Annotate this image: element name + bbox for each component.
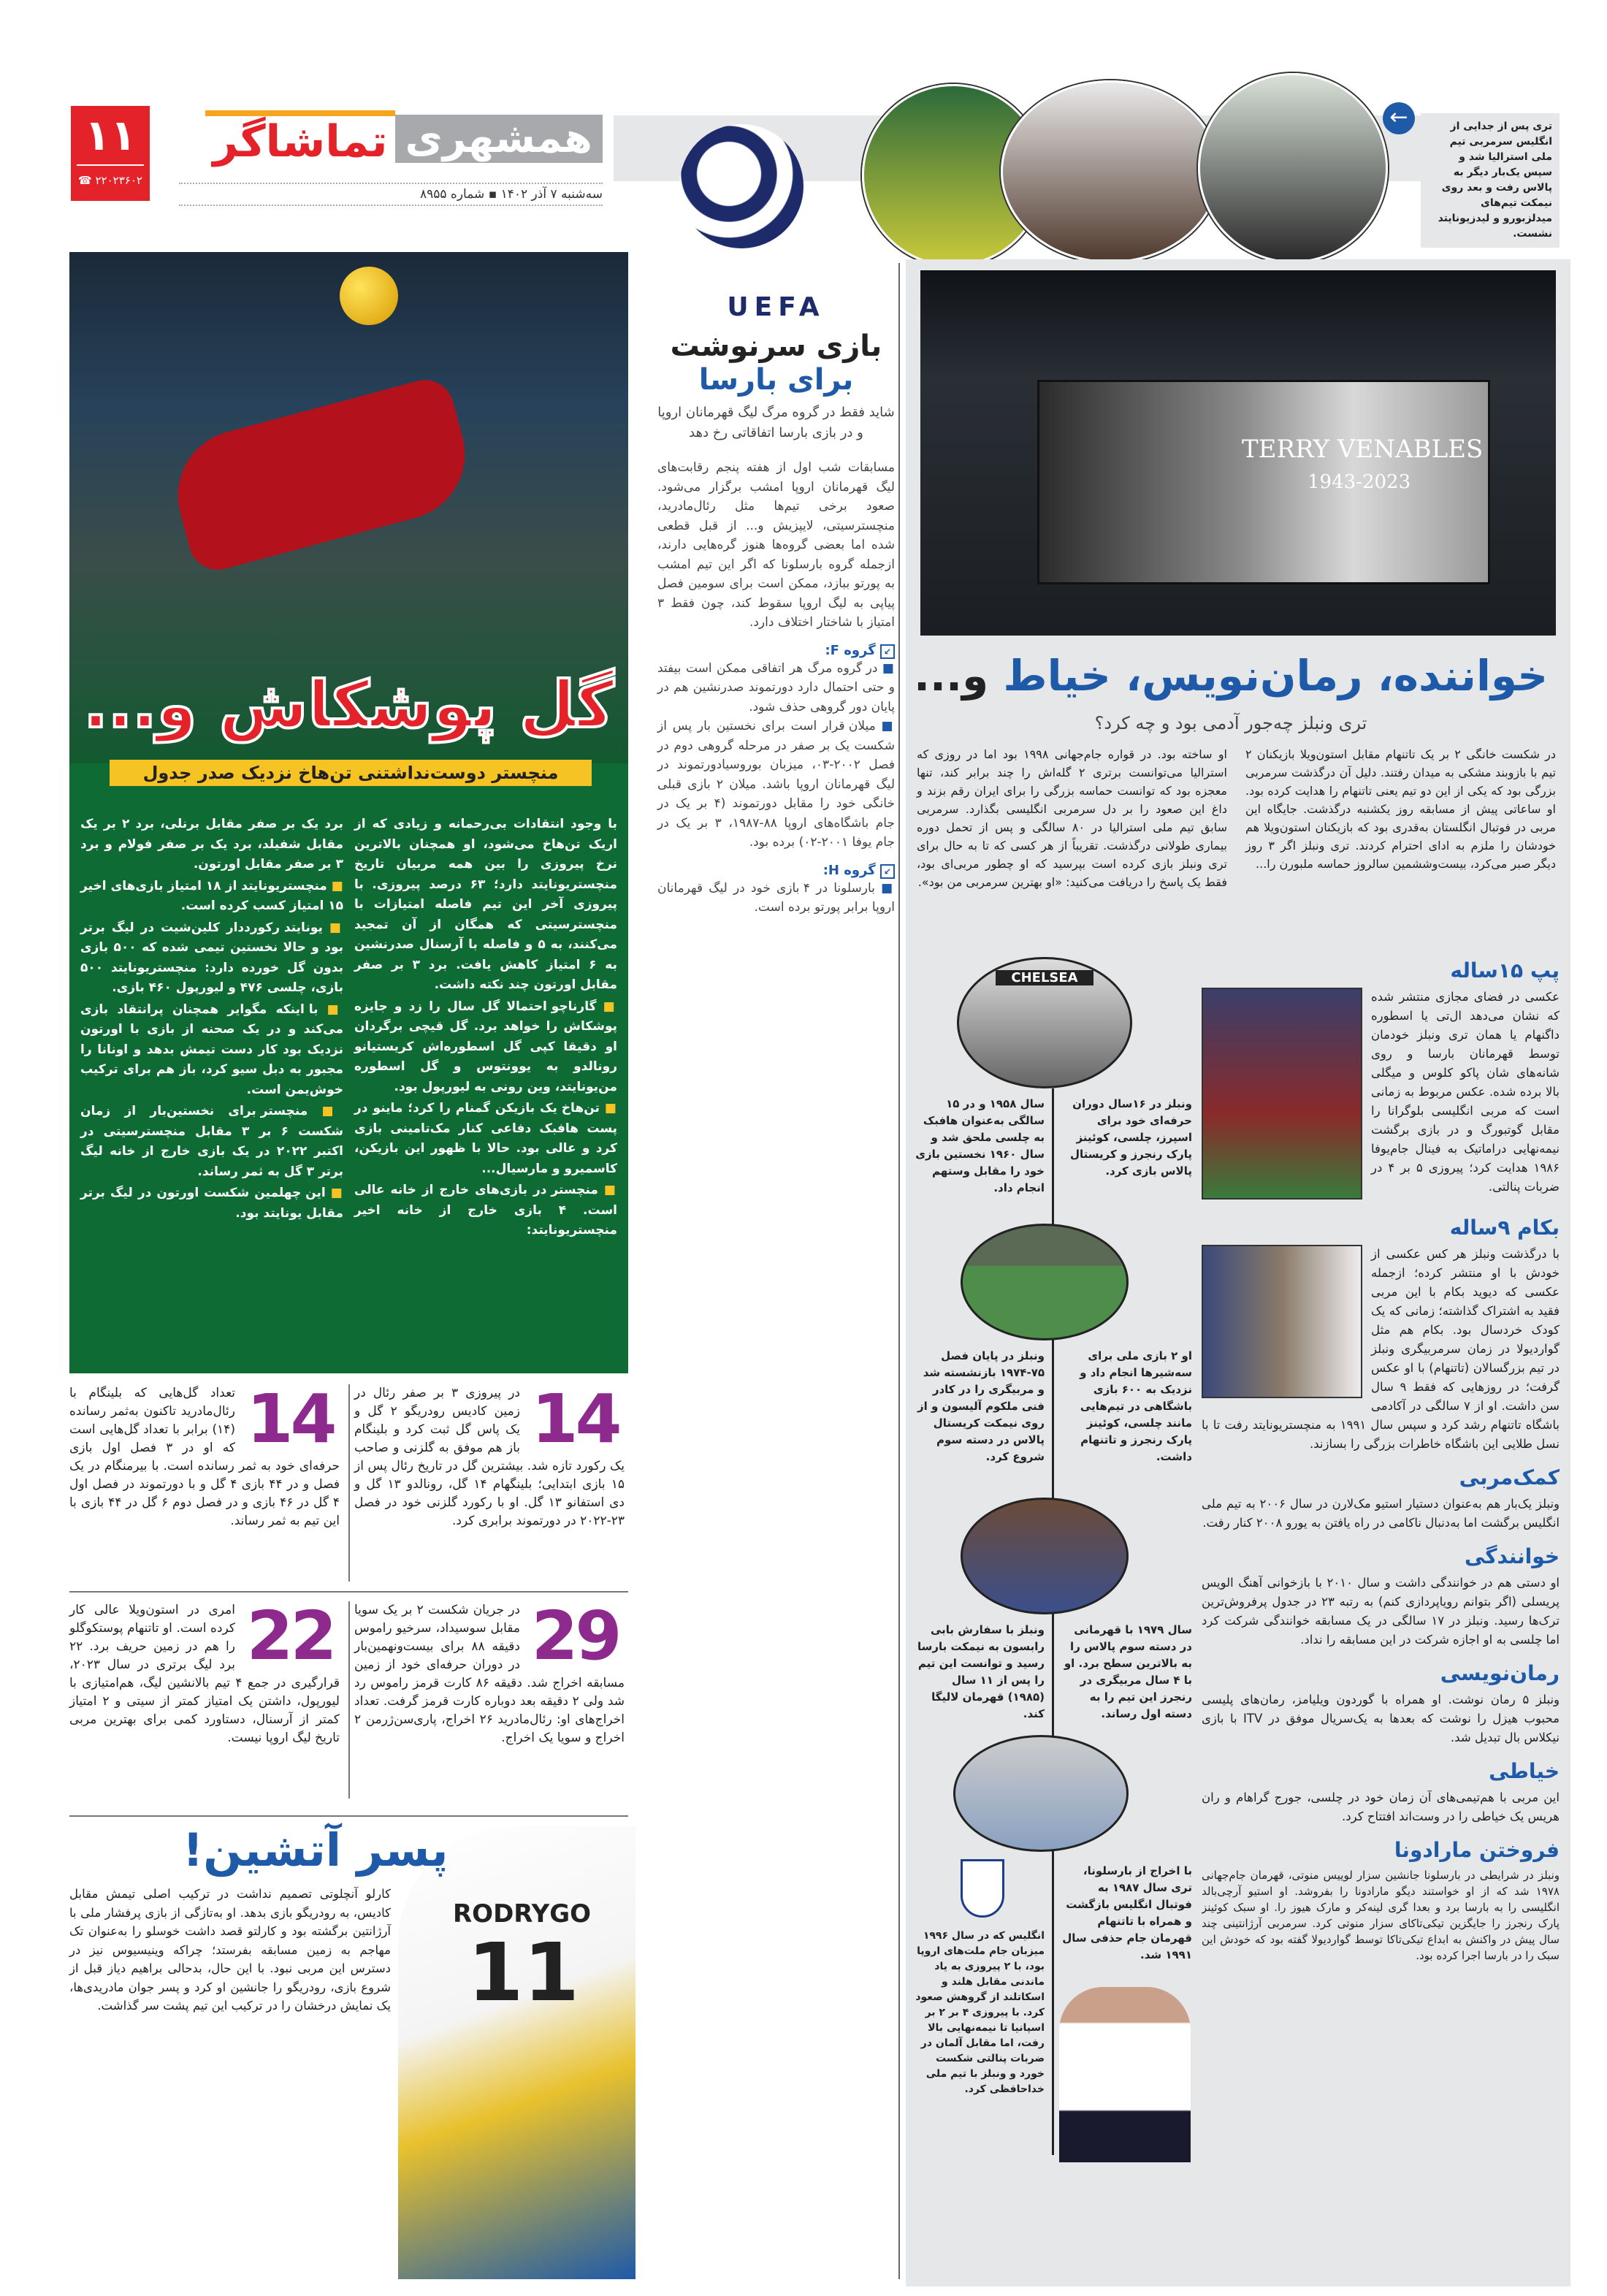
venables-column-right: در شکست خانگی ۲ بر یک تاتنهام مقابل استون‌ویلا بازیکنان ۲ تیم با بازوبند مشکی به میدان رفتند. دلیل آن درگذشت سرمربی بزرگی بود که یکی از این دو تیم یعنی تاتنهام را هدایت کرده بود. او ساعاتی پیش از مسابقه روز یکشنبه درگذشت. جایگاه این مربی در فوتبال انگلستان به‌قدری بود که بازیکنان استون‌ویلا هم خودشان را ملزم به ادای احترام کردند. تری ونبلز اگر ۳ روز دیگر صبر می‌کرد، بیست‌وششمین سالروز حماسه ملبورن را... [1245, 747, 1557, 871]
barcelona-press-photo [961, 1498, 1129, 1614]
paragraph: برد یک بر صفر مقابل برنلی، برد ۲ بر یک مقابل شفیلد، برد یک بر صفر فولام و برد ۳ بر صفر مقابل اورتون. [80, 817, 344, 872]
bullet-item: ■ این چهلمین شکست اورتون در لیگ برتر مقابل یونایتد بود. [80, 1183, 343, 1224]
barsa-article [657, 292, 895, 918]
stat-text: در پیروزی ۳ بر صفر رئال در زمین کادیس رودریگو ۲ گل و یک پاس گل ثبت کرد و بلینگام باز هم موفق به گلزنی و صاحب یک رکورد تازه شد. بیشترین گل در تاریخ رئال پس از ۱۵ بازی ابتدایی؛ بلینگهام ۱۴ گل، رونالدو ۱۳ گل و دی استفانو ۱۳ گل. او با رکورد گلزنی خود در فصل ۲۳-۲۰۲۲ در دورتموند برابری کرد. [354, 1386, 625, 1528]
divider [348, 1601, 350, 1799]
section-title: خوانندگی [1464, 1544, 1560, 1568]
champions-league-starball-icon [679, 124, 804, 248]
section-title: کمک‌مربی [1459, 1465, 1560, 1490]
timeline-caption: انگلیس که در سال ۱۹۹۶ میزبان جام ملت‌های اروپا بود، با ۲ پیروزی به یاد ماندنی مقابل هلند و اسکاتلند از گروهش صعود کرد. با پیروزی ۴ بر ۲ بر اسپانیا تا نیمه‌نهایی بالا رفت، اما مقابل آلمان در ضربات پنالتی شکست خورد و ونبلز با تیم ملی خداحافظی کرد. [915, 1930, 1045, 2095]
bullet-item: ■ منچستر برای نخستین‌بار از زمان شکست ۶ بر ۳ مقابل منچسترسیتی در اکتبر ۲۰۲۲ در یک بازی خارج از خانه لیگ برتر ۳ گل به ثمر رساند. [80, 1102, 343, 1182]
section-assistant [1202, 1464, 1560, 1533]
section-title: خیاطی [1489, 1759, 1560, 1783]
group-label: گروه F: [825, 642, 876, 658]
bullet-item: ■ با اینکه مگوایر همچنان پرانتقاد بازی می‌کند و در یک صحنه از بازی با اورتون نزدیک بود کار دست تیمش بدهد و اونانا را مجبور به دبل سیو کرد، باز هم برای ترکیب خوش‌یمن است. [80, 1000, 343, 1101]
group-f-heading [657, 643, 895, 659]
beckham-photo [1202, 1245, 1362, 1398]
section-singing [1202, 1543, 1560, 1649]
bullet-item: ■ تن‌هاخ یک بازیکن گمنام را کرد؛ ماینو در پست هافبک دفاعی کنار مک‌تامینی بازی کرد و عالی بود. حالا با ظهور این بازیکن، کاسمیرو و مارسیال... [354, 1099, 617, 1179]
barsa-title-line1: بازی سرنوشت [670, 329, 882, 363]
timeline-caption: ونبلز با سفارش بابی رابسون به نیمکت بارسا رسید و توانست این تیم را پس از ۱۱ سال (۱۹۸۵) قهرمان لالیگا کند. [917, 1623, 1045, 1720]
bullet-item: ■ گارناچو احتمالا گل سال را زد و جایزه پوشکاش را خواهد برد. گل قیچی برگردان او دقیقا کپی گل اسطوره‌اش کریستیانو رونالدو به یوونتوس و گل اسطوره من‌یونایتد، وین رونی به لیورپول بود. [354, 997, 617, 1098]
chelsea-hat-text: CHELSEA [996, 970, 1093, 985]
logo-main: همشهری [395, 115, 603, 163]
column-rule [898, 263, 900, 2279]
page-number-box [71, 106, 150, 201]
dateline: سه‌شنبه ۷ آذر ۱۴۰۲ ▪ شماره ۸۹۵۵ [179, 183, 603, 206]
united-column-left [80, 815, 343, 1225]
rodrygo-photo [398, 1826, 635, 2279]
timeline-caption: سال ۱۹۷۹ با قهرمانی در دسته سوم پالاس را به بالاترین سطح برد. او با ۴ سال مربیگری در رنجرز این تیم را به دسته اول رساند. [1064, 1623, 1192, 1720]
united-headline: گل پوشکاش و... [83, 667, 614, 742]
section-title: رمان‌نویسی [1440, 1661, 1560, 1685]
stat-number: 14 [531, 1380, 619, 1458]
stat-box [69, 1380, 340, 1530]
section-title: پپ ۱۵ساله [1450, 958, 1560, 983]
uefa-logo: UEFA [727, 292, 825, 322]
top-caption: تری پس از جدایی از انگلیس سرمربی تیم ملی استرالیا شد و سپس یک‌بار دیگر به پالاس رفت و بعد روی نیمکت تیم‌های میدلزبورو و لیدزیونایتد نشست. [1421, 113, 1560, 248]
venables-column-left: او ساخته بود. در قواره جام‌جهانی ۱۹۹۸ بود اما در روزی که استرالیا می‌توانست برتری ۲ گله‌اش را چند برابر کند، تنها معجزه بود که توانست حماسه بزرگی را برای ایران رقم بزند و داغ این صعود را بر دل سرمربی انگلیسی بگذارد. سرمربی سابق تیم ملی استرالیا در ۸۰ سالگی و پس از تحمل دوره بیماری طولانی درگذشت. تقریباً از هر کسی که تا به حال برای تری ونبلز بازی کرده است بپرسید که او چطور مربی‌ای بود، فقط یک پاسخ را دریافت می‌کنید: «او بهترین سرمربی من بود». [917, 747, 1227, 889]
barca-celebration-photo [1202, 988, 1362, 1200]
section-text: ونبلز یک‌بار هم به‌عنوان دستیار استیو مک‌لارن در سال ۲۰۰۶ به تیم ملی انگلیس برگشت اما به‌دنبال ناکامی در راه یافتن به یورو ۲۰۰۸ کنار رفت. [1202, 1497, 1560, 1530]
stat-text: امری در استون‌ویلا عالی کار کرده است. او تاتنهام پوستکوگلو را هم در زمین حریف برد. ۲۲ برد لیگ برتری در سال ۲۰۲۳، قرارگیری در جمع ۴ تیم بالانشین لیگ، هم‌امتیازی با لیورپول، داشتن یک امتیاز کمتر از سیتی و ۲ امتیاز کمتر از آرسنال، دستاورد کمی برای بهترین مربی تاریخ لیگ اروپا نیست. [69, 1603, 340, 1745]
section-novels [1202, 1660, 1560, 1747]
bullet-item: ■ منچستر در بازی‌های خارج از خانه عالی است. ۴ بازی خارج از خانه اخیر منچستریونایتد: [354, 1181, 617, 1241]
section-pep [1202, 957, 1560, 1204]
england-crest-icon [961, 1859, 1004, 1918]
headline-part: خواننده، رمان‌نویس، خیاط [1003, 651, 1549, 701]
section-tailoring [1202, 1758, 1560, 1826]
headline-part: و... [913, 651, 1004, 701]
section-text: عکسی در فضای مجازی منتشر شده که نشان می‌دهد ال‌تی یا اسطوره داگنهام یا همان تری ونبلز خودمان توسط قهرمانان بارسا و روی شانه‌های شان پاکو کلوس و میگلی بالا برده شده. عکس مربوط به زمانی است که مربی انگلیسی بلوگرانا را مقابل گوتبورگ و در بازی برگشت نیمه‌نهایی دراماتیک به فینال جام‌یوفا ۱۹۸۶ هدایت کرد؛ پیروزی ۵ بر ۴ در ضربات پنالتی. [1371, 990, 1560, 1194]
venables-headline [906, 647, 1556, 705]
rodrigo-headline: پسر آتشین! [183, 1823, 448, 1877]
venables-sections [1202, 957, 1560, 1974]
stat-number: 22 [246, 1597, 335, 1675]
section-title: فروختن مارادونا [1394, 1838, 1560, 1862]
timeline-caption: او ۲ بازی ملی برای سه‌شیرها انجام داد و نزدیک به ۶۰۰ بازی باشگاهی در تیم‌هایی مانند چلسی، کوئینز پارک رنجرز و تاتنهام داشت. [1080, 1349, 1192, 1463]
phone-icon: ☎ [78, 174, 92, 187]
timeline-caption: ونبلز در ۱۶سال دوران حرفه‌ای خود برای اسپرز، چلسی، کوئینز پارک رنجرز و کریستال پالاس بازی کرد. [1069, 1097, 1192, 1178]
phone-number: ۲۲۰۲۳۶۰۲ [95, 174, 142, 187]
stadium-screen [1037, 380, 1490, 584]
jersey-name: RODRYGO [453, 1899, 592, 1929]
bullet-item: ■ در گروه مرگ هر اتفاقی ممکن است بیفتد و حتی احتمال دارد دورتموند صدرنشین هم در پایان دور گروهی حذف شود. [657, 659, 895, 717]
stat-box [354, 1597, 625, 1747]
stat-text: در جریان شکست ۲ بر یک سویا مقابل سوسیداد، سرخیو راموس دقیقه ۸۸ برای بیست‌ونهمین‌بار در دوران حرفه‌ای خود از زمین مسابقه اخراج شد. دقیقه ۸۶ کارت قرمز راموس رد شد ولی ۲ دقیقه بعد دوباره کارت قرمز گرفت. تعداد اخراج‌های او: رئال‌مادرید ۲۶ اخراج، پاری‌سن‌ژرمن ۲ اخراج و سویا یک اخراج. [354, 1603, 625, 1745]
stat-text: تعداد گل‌هایی که بلینگام با رئال‌مادرید تاکنون به‌ثمر رسانده (۱۴) برابر با تعداد گل‌هایی است که او در ۳ فصل اول بازی حرفه‌ای خود به ثمر رسانده است. با بیرمنگام در یک فصل و در ۴۴ بازی ۴ گل و با دورتموند در فصل اول ۴ گل در ۴۶ بازی و در فصل دوم ۶ گل در ۴۴ بازی با این تیم به ثمر رساند. [69, 1386, 340, 1528]
stat-box [69, 1597, 340, 1747]
logo-accent: تماشاگر [205, 110, 394, 167]
jersey-number: 11 [467, 1926, 580, 2019]
barsa-intro: مسابقات شب اول از هفته پنجم رقابت‌های لیگ قهرمانان اروپا امشب برگزار می‌شود. صعود برخی تیم‌ها مثل رئال‌مادرید، منچسترسیتی، لایپزیش و... از قبل قطعی شده اما بعضی گروه‌ها هنوز گره‌هایی دارند، ازجمله گروه بارسلونا که اگر این تیم امشب به پورتو ببازد، ممکن است برای سومین فصل پیاپی به لیگ اروپا سقوط کند، چون فقط ۳ امتیاز با شاختار اختلاف دارد. [657, 460, 895, 630]
timeline-caption: با اخراج از بارسلونا، تری سال ۱۹۸۷ به فوتبال انگلیس بازگشت و همراه با تاتنهام قهرمان جام حذفی سال ۱۹۹۱ شد. [1062, 1864, 1192, 1961]
bullet-item: ■ منچستریونایتد از ۱۸ امتیاز بازی‌های اخیر ۱۵ امتیاز کسب کرده است. [80, 877, 343, 917]
divider [69, 1591, 628, 1593]
united-subhead: منچستر دوست‌نداشتنی تن‌هاخ نزدیک صدر جدول [110, 760, 592, 786]
section-text: ونبلز ۵ رمان نوشت. او همراه با گوردون ویلیامز، رمان‌های پلیسی محبوب هیزل را نوشت که بعدها به یک‌سریال موفق در ITV با بازی نیکلاس بال تبدیل شد. [1202, 1693, 1560, 1744]
football-icon [340, 267, 398, 325]
screen-name: TERRY VENABLES [1242, 435, 1484, 464]
barsa-title-line2: برای بارسا [698, 363, 854, 397]
stat-number: 29 [531, 1597, 619, 1675]
bullet-item: ■ میلان قرار است برای نخستین بار پس از شکست یک بر صفر در مرحله گروهی دوم در فصل ۲۰۰۲-۰۳، میزبان بوروسیادورتموند در لیگ قهرمانان اروپا باشد. میلان ۲ بازی قبلی خانگی خود را مقابل دورتموند (۴ بر یک در جام باشگاه‌های اروپا ۸۸-۱۹۸۷، ۳ بر یک در جام یوفا ۲۰۰۱-۰۲) برده بود. [657, 717, 895, 853]
stat-box [354, 1380, 625, 1530]
venables-subhead: تری ونبلز چه‌جور آدمی بود و چه کرد؟ [1094, 713, 1367, 733]
group-label: گروه H: [822, 862, 876, 878]
chelsea-young-photo [957, 957, 1132, 1088]
group-h-heading [657, 863, 895, 879]
paragraph: با وجود انتقادات بی‌رحمانه و زیادی که از اریک تن‌هاخ می‌شود، او همچنان بالاترین نرخ پیروزی را بین همه مربیان تاریخ منچستریونایتد دارد؛ ۶۳ درصد پیروزی. با پیروزی آخر این تیم فاصله امتیازات با منچسترسیتی که همگان از آن تمجید می‌کنند، به ۵ و فاصله با آرسنال صدرنشین به ۶ امتیاز کاهش یافت. برد ۳ بر صفر مقابل اورتون چند نکته داشت. [354, 817, 617, 992]
stat-number: 14 [246, 1380, 335, 1458]
photo-collage-circle [1001, 80, 1220, 263]
section-maradona [1202, 1837, 1560, 1964]
rodrigo-body: کارلو آنچلوتی تصمیم نداشت در ترکیب اصلی تیمش مقابل کادیس، به رودریگو بازی بدهد. او به‌تازگی از بازی پرفشار ملی با آرژانتین برگشته بود و کارلتو قصد داشت خوسلو را به‌عنوان تک مهاجم به زمین مسابقه بفرستد؛ چراکه وینیسیوس نیز در دسترس این مربی نبود. با این حال، بدحالی براهیم دیاز قبل از شروع بازی، رودریگو را جانشین او کرد و پسر جوان مادریدی‌ها، یک نمایش درخشان را در ترکیب این تیم پشت سر گذاشت. [69, 1887, 391, 2013]
section-text: این مربی با هم‌تیمی‌های آن زمان خود در چلسی، جورج گراهام و ران هریس یک خیاطی را در وست‌اند افتتاح کرد. [1202, 1790, 1560, 1823]
screen-years: 1943-2023 [1308, 471, 1411, 493]
arrow-box-icon: ↙ [880, 864, 895, 879]
arrow-box-icon: ↙ [880, 644, 895, 659]
ball-juggling-photo [961, 1224, 1129, 1340]
photo-collage-circle [1198, 73, 1388, 263]
england-coach-photo [1059, 1987, 1191, 2162]
timeline-caption: ونبلز در پایان فصل ۷۵-۱۹۷۴ بازنشسته شد و مربیگری را در کادر فنی ملکوم آلیسون و از روی نیمکت کریستال پالاس در دسته سوم شروع کرد. [917, 1349, 1045, 1463]
section-text: ونبلز در شرایطی در بارسلونا جانشین سزار لوییس منوتی، قهرمان جام‌جهانی ۱۹۷۸ شد که از او خواستند دیگو مارادونا را بفروشد. او استیو آرچی‌بالد انگلیسی را به بارسا برد و بعدا گری لینه‌کر و مارک هیوز را. او سبک کوئینز پارک رنجرز را جایگزین تیکی‌تاکای سزار منوتی کرد. سرمربی آرژانتینی چند سال پیش در واکنش به ابداع تیکی‌تاکا توسط گواردیولا گفته بود که خودش این سبک را در بارسا اجرا کرده بود. [1202, 1869, 1560, 1962]
newspaper-logo [179, 110, 603, 168]
divider [69, 1815, 628, 1817]
page-number: ۱۱ [84, 110, 137, 160]
section-text: او دستی هم در خوانندگی داشت و سال ۲۰۱۰ با بازخوانی آهنگ الویس پریسلی (اگر بتوانم رویاپردازی کنم) به رتبه ۲۳ در جدول پرفروش‌ترین ترک‌ها رسید. ونبلز در ۱۷ سالگی در یک مسابقه خوانندگی شرکت کرد اما چلسی به او اجازه شرکت در این مسابقه را نداد. [1202, 1576, 1560, 1647]
section-text: با درگذشت ونبلز هر کس عکسی از خودش با او منتشر کرده؛ ازجمله عکسی که دیوید بکام با این مربی فقید به اشتراک گذاشته؛ زمانی که یک کودک خردسال بود. بکام هم مثل گواردیولا در زمان سرمربیگری ونبلز در تیم بزرگسالان (تاتنهام) با او عکس گرفت؛ در روزهایی که فقط ۹ سال سن داشت. او از ۷ سالگی در آکادمی باشگاه تاتنهام رشد کرد و سپس سال ۱۹۹۱ به منچستریونایتد رفت تا با نسل طلایی این باشگاه خاطرات بزرگی را بسازند. [1202, 1247, 1560, 1451]
arrow-left-icon: ← [1383, 102, 1415, 134]
section-title: بکام ۹ساله [1449, 1216, 1560, 1240]
bullet-item: ■ بارسلونا در ۴ بازی خود در لیگ قهرمانان اروپا برابر پورتو برده است. [657, 879, 895, 918]
divider [348, 1384, 350, 1582]
bench-photo [953, 1735, 1129, 1852]
barsa-dek: شاید فقط در گروه مرگ لیگ قهرمانان اروپا و در بازی بارسا اتفاقاتی رخ دهد [657, 405, 895, 440]
timeline-caption: سال ۱۹۵۸ و در ۱۵ سالگی به‌عنوان هافبک به چلسی ملحق شد و سال ۱۹۶۰ نخستین بازی خود را مقابل وستهم انجام داد. [915, 1097, 1045, 1194]
section-beckham [1202, 1214, 1560, 1454]
united-column-right [354, 815, 617, 1243]
bullet-item: ■ یونایتد رکورددار کلین‌شیت در لیگ برتر بود و حالا نخستین تیمی شده که ۵۰۰ بازی بدون گل خورده دارد: منچستریونایتد ۵۰۰ بازی، چلسی ۴۷۶ و لیورپول ۴۶۰ بازی. [80, 918, 343, 999]
